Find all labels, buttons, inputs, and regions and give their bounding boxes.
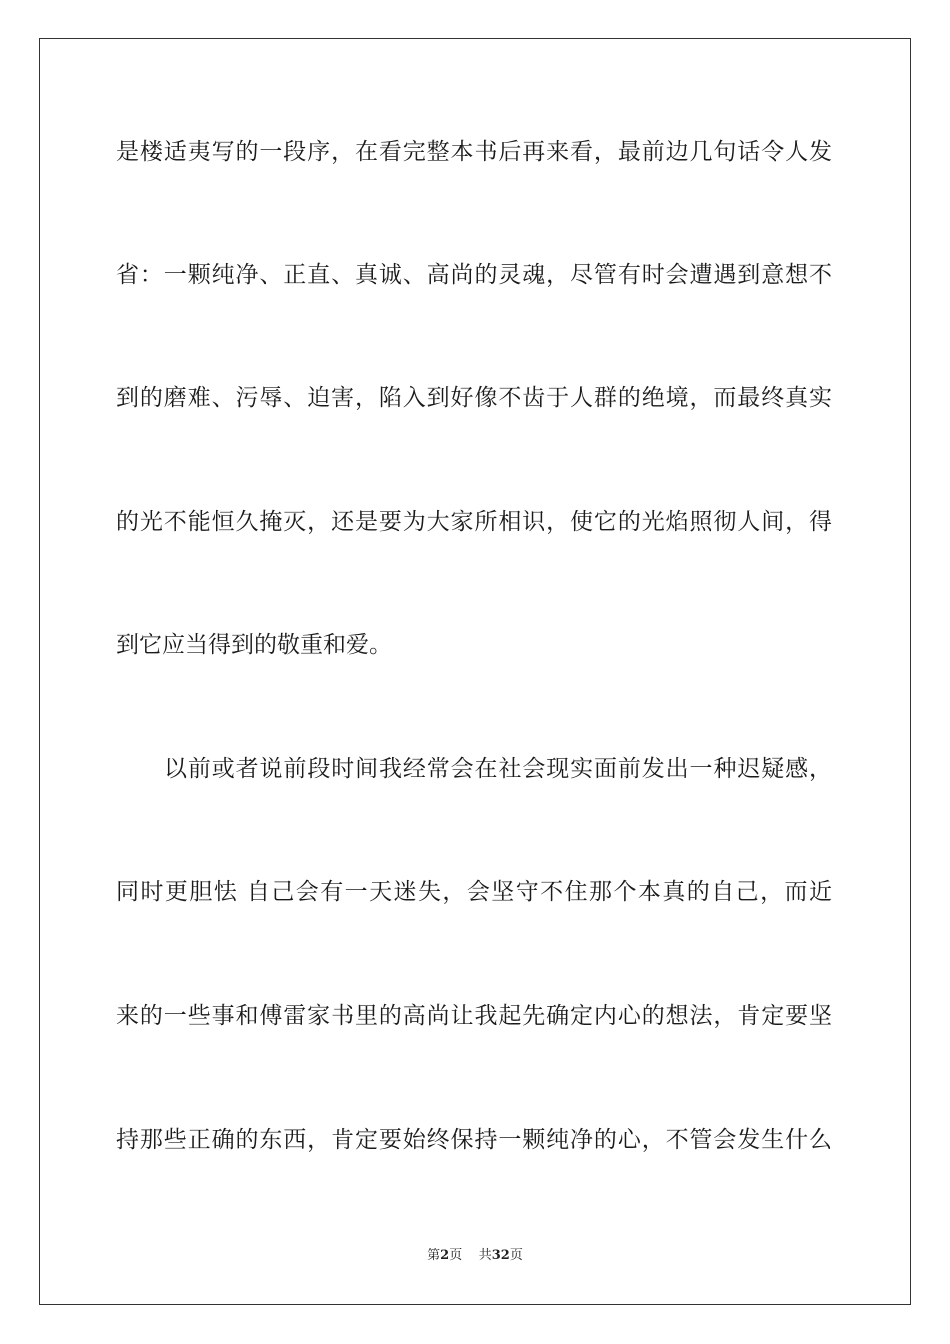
footer-total-pages: 32 (491, 1248, 510, 1263)
footer-current-prefix: 第 (427, 1248, 441, 1263)
footer-current-suffix: 页 (449, 1248, 463, 1263)
body-line-9: 持那些正确的东西，肯定要始终保持一颗纯净的心，不管会发生什么 (116, 1127, 832, 1153)
footer-current-page: 2 (440, 1248, 450, 1263)
footer-total-suffix: 页 (509, 1248, 523, 1263)
body-line-2: 省：一颗纯净、正直、真诚、高尚的灵魂，尽管有时会遭遇到意想不 (116, 262, 832, 288)
body-line-3: 到的磨难、污辱、迫害，陷入到好像不齿于人群的绝境，而最终真实 (116, 385, 832, 411)
body-line-5: 到它应当得到的敬重和爱。 (116, 632, 392, 658)
page-footer (0, 1246, 950, 1266)
body-line-4: 的光不能恒久掩灭，还是要为大家所相识，使它的光焰照彻人间，得 (116, 509, 832, 535)
body-line-7: 同时更胆怯 自己会有一天迷失，会坚守不住那个本真的自己，而近 (116, 879, 832, 905)
footer-total-prefix: 共 (478, 1248, 492, 1263)
body-line-6: 以前或者说前段时间我经常会在社会现实面前发出一种迟疑感， (164, 756, 832, 782)
body-line-8: 来的一些事和傅雷家书里的高尚让我起先确定内心的想法，肯定要坚 (116, 1003, 832, 1029)
page-border (39, 38, 911, 1305)
body-line-1: 是楼适夷写的一段序，在看完整本书后再来看，最前边几句话令人发 (116, 139, 832, 165)
